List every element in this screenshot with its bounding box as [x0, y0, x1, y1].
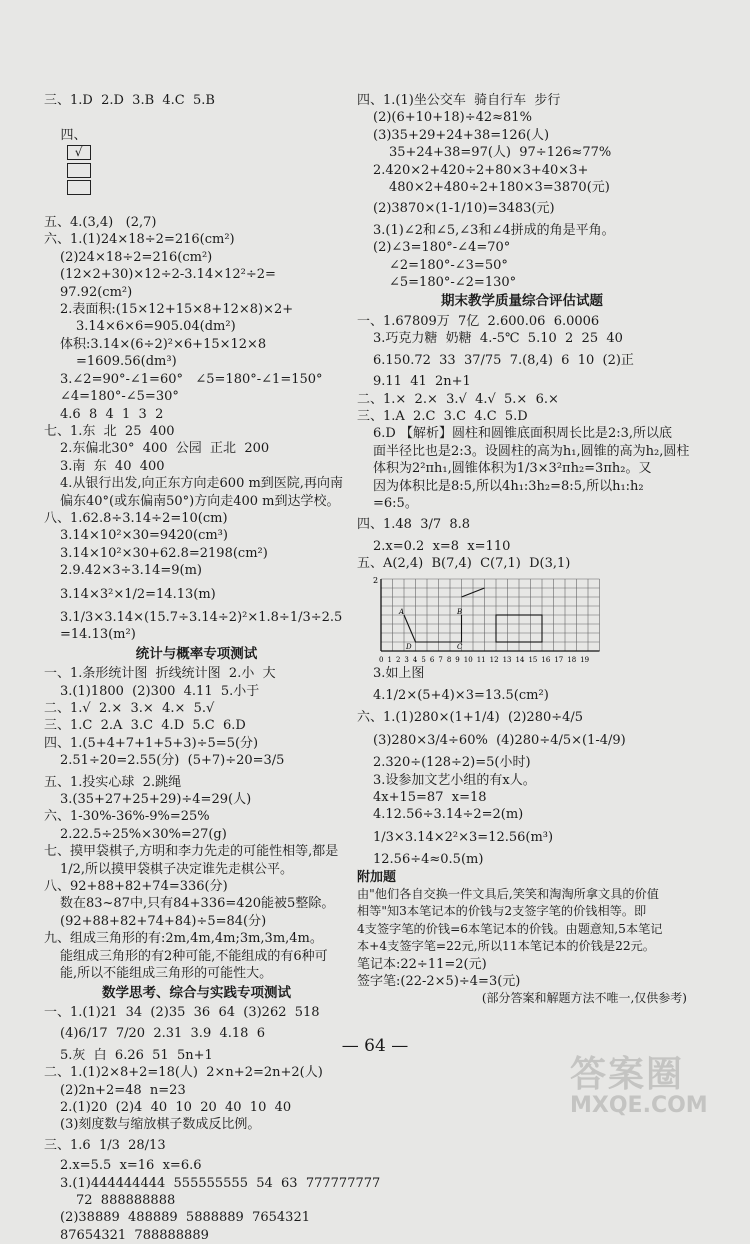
answer-line: 二、1.× 2.× 3.√ 4.√ 5.× 6.× — [357, 391, 559, 407]
section-heading: 统计与概率专项测试 — [135, 645, 258, 662]
answer-line: 35+24+38=97(人) 97÷126≈77% — [389, 145, 612, 161]
answer-line: 面半径比也是2:3。设圆柱的高为h₁,圆锥的高为h₂,圆柱 — [373, 443, 690, 459]
answer-line: 4.从银行出发,向正东方向走600 m到医院,再向南 — [60, 476, 343, 492]
answer-line: (3)280×3/4÷60% (4)280÷4/5×(1-4/9) — [373, 732, 626, 748]
check-box: √ — [67, 145, 91, 160]
section-heading: 数学思考、综合与实践专项测试 — [102, 984, 291, 1001]
answer-line: =14.13(m²) — [60, 627, 136, 643]
answer-line: (2)∠3=180°-∠4=70° — [373, 240, 511, 256]
watermark-url: MXQE.COM — [570, 1093, 708, 1118]
section-heading: 附加题 — [357, 869, 397, 885]
check-box — [67, 180, 91, 195]
answer-line: 4.6 8 4 1 3 2 — [60, 406, 164, 422]
point-label: B — [457, 607, 463, 616]
coordinate-grid — [371, 573, 621, 665]
answer-line: 4支签字笔的价钱=6本笔记本的价钱。由题意知,5本笔记 — [357, 921, 663, 936]
answer-line: 2.9.42×3÷3.14=9(m) — [60, 563, 202, 579]
answer-line: (3)35+29+24+38=126(人) — [373, 127, 550, 143]
answer-line: 体积:3.14×(6÷2)²×6+15×12×8 — [60, 336, 267, 352]
answer-line: 四、1.(5+4+7+1+5+3)÷5=5(分) — [44, 735, 259, 751]
watermark — [570, 1046, 740, 1124]
answer-line: 二、1.√ 2.× 3.× 4.× 5.√ — [44, 701, 215, 717]
answer-line: (3)刻度数与缩放棋子数成反比例。 — [60, 1117, 261, 1133]
answer-line: ∠4=180°-∠5=30° — [60, 389, 179, 405]
answer-line: 一、1.67809万 7亿 2.600.06 6.0006 — [357, 313, 600, 329]
page-number: — 64 — — [341, 1036, 409, 1056]
answer-line: 87654321 788888889 — [60, 1227, 209, 1243]
answer-line: 1/2,所以摸甲袋棋子决定谁先走棋公平。 — [60, 861, 294, 877]
answer-line: 72 888888888 — [76, 1192, 176, 1208]
answer-line: 3.如上图 — [373, 665, 425, 681]
answer-line: 一、1.(1)21 34 (2)35 36 64 (3)262 518 — [44, 1004, 320, 1020]
answer-line: 3.设参加文艺小组的有x人。 — [373, 772, 536, 788]
answer-line: 9.11 41 2n+1 — [373, 374, 471, 390]
answer-line: 3.∠2=90°-∠1=60° ∠5=180°-∠1=150° — [60, 371, 323, 387]
footnote: (部分答案和解题方法不唯一,仅供参考) — [481, 991, 687, 1006]
answer-line: 八、92+88+82+74=336(分) — [44, 879, 228, 895]
answer-line: 2.表面积:(15×12+15×8+12×8)×2+ — [60, 302, 294, 318]
answer-line-boxes — [44, 109, 349, 214]
answer-line: 能,所以不能组成三角形的可能性大。 — [60, 966, 273, 982]
answer-line: 三、1.C 2.A 3.C 4.D 5.C 6.D — [44, 718, 246, 734]
answer-line: 体积为2²πh₁,圆锥体积为1/3×3²πh₂=3πh₂。又 — [373, 461, 652, 477]
answer-line: 四、1.(1)坐公交车 骑自行车 步行 — [357, 93, 561, 108]
answer-line: (2)(6+10+18)÷42≈81% — [373, 110, 532, 126]
answer-line: 4.1/2×(5+4)×3=13.5(cm²) — [373, 687, 549, 703]
answer-line: 四、 — [60, 127, 87, 143]
answer-line: 三、1.6 1/3 28/13 — [44, 1137, 166, 1153]
answer-line: 3.14×10²×30=9420(cm³) — [60, 528, 228, 544]
answer-line: 2.320÷(128÷2)=5(小时) — [373, 755, 531, 771]
answer-line: 3.巧克力糖 奶糖 4.-5℃ 5.10 2 25 40 — [373, 331, 623, 347]
answer-line: 签字笔:(22-2×5)÷4=3(元) — [357, 974, 521, 990]
answer-line: 4x+15=87 x=18 — [373, 790, 487, 805]
answer-line: 本+4支签字笔=22元,所以11本笔记本的价钱是22元。 — [357, 939, 655, 954]
answer-line: (2)2n+2=48 n=23 — [60, 1082, 186, 1098]
grid-y-label: 2 — [373, 575, 379, 585]
grid-x-axis-labels: 0 1 2 3 4 5 6 7 8 9 10 11 12 13 14 15 16 17 18 19 — [379, 655, 590, 664]
answer-line: (92+88+82+74+84)÷5=84(分) — [60, 913, 267, 929]
point-label: D — [406, 642, 412, 651]
answer-line: 2.(1)20 (2)4 40 10 20 40 10 40 — [60, 1099, 292, 1115]
answer-line: 由"他们各自交换一件文具后,笑笑和淘淘所拿文具的价值 — [357, 887, 659, 902]
answer-line: 五、4.(3,4) (2,7) — [44, 215, 157, 231]
answer-line: 3.(1)∠2和∠5,∠3和∠4拼成的角是平角。 — [373, 222, 615, 238]
answer-line: 五、1.投实心球 2.跳绳 — [44, 774, 182, 790]
answer-line: ∠5=180°-∠2=130° — [389, 275, 517, 291]
answer-line: 六、1.(1)280×(1+1/4) (2)280÷4/5 — [357, 710, 584, 726]
section-heading: 期末教学质量综合评估试题 — [441, 293, 603, 310]
answer-line: (2)24×18÷2=216(cm²) — [60, 249, 213, 265]
answer-line: 3.14×10²×30+62.8=2198(cm²) — [60, 545, 268, 561]
answer-line: 3.(1)1800 (2)300 4.11 5.小于 — [60, 683, 260, 699]
answer-line: 七、摸甲袋棋子,方明和李力先走的可能性相等,都是 — [44, 844, 339, 860]
point-label: A — [399, 607, 405, 616]
answer-line: 12.56÷4≈0.5(m) — [373, 852, 484, 868]
answer-line: ∠2=180°-∠3=50° — [389, 257, 508, 273]
answer-line: 5.灰 白 6.26 51 5n+1 — [60, 1047, 213, 1063]
answer-line: 三、1.A 2.C 3.C 4.C 5.D — [357, 408, 528, 424]
answer-line: 3.1/3×3.14×(15.7÷3.14÷2)²×1.8÷1/3÷2.5 — [60, 609, 343, 625]
answer-line: 数在83~87中,只有84+336=420能被5整除。 — [60, 896, 335, 912]
watermark-text: 答案圈 — [570, 1054, 685, 1095]
answer-line: 3.(1)444444444 555555555 54 63 777777777 — [60, 1175, 381, 1191]
answer-line: 偏东40°(或东偏南50°)方向走400 m到达学校。 — [60, 493, 340, 509]
right-column — [357, 92, 690, 1008]
answer-line: 笔记本:22÷11=2(元) — [357, 956, 487, 972]
check-box — [67, 163, 91, 178]
answer-line: 3.14×3²×1/2=14.13(m) — [60, 586, 216, 602]
answer-line: 2.51÷20=2.55(分) (5+7)÷20=3/5 — [60, 753, 285, 769]
answer-line: 2.x=5.5 x=16 x=6.6 — [60, 1158, 202, 1174]
answer-line: 六、1-30%-36%-9%=25% — [44, 809, 210, 825]
answer-line: 3.(35+27+25+29)÷4=29(人) — [60, 792, 252, 808]
answer-line: 2.420×2+420÷2+80×3+40×3+ — [373, 162, 589, 178]
answer-line: 6.D 【解析】圆柱和圆锥底面积周长比是2:3,所以底 — [373, 426, 673, 442]
answer-line: 能组成三角形的有2种可能,不能组成的有6种可 — [60, 948, 328, 964]
answer-line: (2)38889 488889 5888889 7654321 — [60, 1210, 310, 1226]
answer-line: 1/3×3.14×2²×3=12.56(m³) — [373, 829, 554, 845]
answer-line: 七、1.东 北 25 400 — [44, 423, 175, 439]
answer-line: 六、1.(1)24×18÷2=216(cm²) — [44, 232, 235, 248]
answer-line: (4)6/17 7/20 2.31 3.9 4.18 6 — [60, 1026, 265, 1042]
answer-line: 2.东偏北30° 400 公园 正北 200 — [60, 441, 270, 457]
answer-line: =1609.56(dm³) — [76, 354, 177, 370]
answer-line: 九、组成三角形的有:2m,4m,4m;3m,3m,4m。 — [44, 931, 323, 947]
answer-line: 八、1.62.8÷3.14÷2=10(cm) — [44, 510, 228, 526]
answer-line: 一、1.条形统计图 折线统计图 2.小 大 — [44, 666, 276, 682]
answer-line: 97.92(cm²) — [60, 284, 133, 300]
answer-line: 二、1.(1)2×8+2=18(人) 2×n+2=2n+2(人) — [44, 1065, 323, 1081]
answer-line: 3.南 东 40 400 — [60, 458, 165, 474]
answer-line: 五、A(2,4) B(7,4) C(7,1) D(3,1) — [357, 556, 571, 572]
point-label: C — [457, 642, 463, 651]
answer-line: 因为体积比是8:5,所以4h₁:3h₂=8:5,所以h₁:h₂ — [373, 478, 644, 494]
answer-line: (12×2+30)×12÷2-3.14×12²÷2= — [60, 267, 276, 283]
answer-line: =6:5。 — [373, 495, 418, 511]
answer-line: 6.150.72 33 37/75 7.(8,4) 6 10 (2)正 — [373, 352, 634, 368]
answer-line: 2.22.5÷25%×30%=27(g) — [60, 826, 227, 842]
answer-line: 4.12.56÷3.14÷2=2(m) — [373, 807, 524, 823]
answer-line: 480×2+480÷2+180×3=3870(元) — [389, 180, 610, 196]
answer-line: 三、1.D 2.D 3.B 4.C 5.B — [44, 93, 215, 108]
answer-line: 2.x=0.2 x=8 x=110 — [373, 538, 511, 554]
answer-line: 相等"知3本笔记本的价钱与2支签字笔的价钱相等。即 — [357, 904, 647, 919]
answer-line: 3.14×6×6=905.04(dm²) — [76, 319, 236, 335]
answer-line: 四、1.48 3/7 8.8 — [357, 517, 471, 533]
answer-line: (2)3870×(1-1/10)=3483(元) — [373, 201, 555, 217]
